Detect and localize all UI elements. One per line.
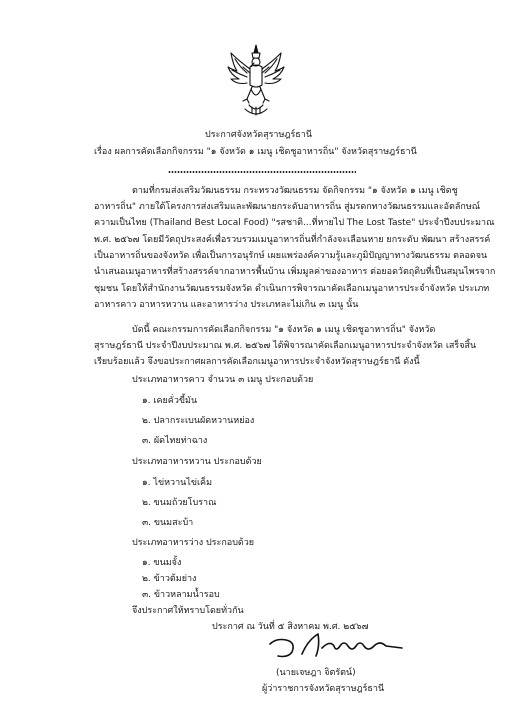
category-heading: ประเภทอาหารหวาน ประกอบด้วย bbox=[132, 457, 262, 467]
menu-item: ๓. ขนมสะบ้า bbox=[142, 518, 194, 528]
paragraph1-line: ชุมชน โดยให้สำนักงานวัฒนธรรมจังหวัด ดำเนินการพิจารณาคัดเลือกเมนูอาหารประจำจังหวัด ประเภท bbox=[94, 284, 490, 294]
signer-name: (นายเจษฎา จิตรัตน์) bbox=[276, 668, 356, 678]
paragraph1-line: ความเป็นไทย (Thailand Best Local Food) "รสชาติ...ที่หายไป The Lost Taste" ประจำปีงบประมาณ bbox=[94, 218, 495, 228]
garuda-emblem-icon bbox=[225, 43, 287, 121]
announcement-date: ประกาศ ณ วันที่ ๕ สิงหาคม พ.ศ. ๒๕๖๗ bbox=[212, 622, 369, 632]
paragraph2-line: สุราษฎร์ธานี ประจำปีงบประมาณ พ.ศ. ๒๕๖๗ ได้พิจารณาคัดเลือกเมนูอาหารประจำจังหวัด เสร็จสิ้น bbox=[94, 341, 477, 351]
paragraph1-line: พ.ศ. ๒๕๖๗ โดยมีวัตถุประสงค์เพื่อรวบรวมเมนูอาหารถิ่นที่กำลังจะเลือนหาย ยกระดับ พัฒนา สร้างสรรค์ bbox=[94, 235, 491, 245]
paragraph1-line: อาหารคาว อาหารหวาน และอาหารว่าง ประเภทละไม่เกิน ๓ เมนู นั้น bbox=[94, 300, 359, 310]
signer-title: ผู้ว่าราชการจังหวัดสุราษฎร์ธานี bbox=[262, 684, 385, 694]
paragraph2-line: บัดนี้ คณะกรรมการคัดเลือกกิจกรรม "๑ จังหวัด ๑ เมนู เชิดชูอาหารถิ่น" จังหวัด bbox=[132, 325, 436, 335]
menu-item: ๑. ขนมจั้ง bbox=[142, 558, 182, 568]
menu-item: ๒. ขนมถ้วยโบราณ bbox=[142, 498, 217, 508]
menu-item: ๓. ข้าวหลามน้ำรอบ bbox=[142, 590, 220, 600]
paragraph2-line: เรียบร้อยแล้ว จึงขอประกาศผลการคัดเลือกเมนูอาหารประจำจังหวัดสุราษฎร์ธานี ดังนี้ bbox=[94, 357, 420, 367]
menu-item: ๒. ข้าวต้มย่าง bbox=[142, 574, 197, 584]
menu-item: ๒. ปลากระเบนผัดหวานหย่อง bbox=[142, 416, 255, 426]
closing-text: จึงประกาศให้ทราบโดยทั่วกัน bbox=[132, 606, 244, 616]
signature-mark bbox=[262, 610, 412, 670]
menu-item: ๓. ผัดไทยท่าฉาง bbox=[142, 436, 208, 446]
paragraph1-line: อาหารถิ่น" ภายใต้โครงการส่งเสริมและพัฒนายกระดับอาหารถิ่น สู่มรดกทางวัฒนธรรมและอัตลักษณ์ bbox=[94, 202, 481, 212]
paragraph1-line: นำเสนอเมนูอาหารที่สร้างสรรค์จากอาหารพื้นบ้าน เพิ่มมูลค่าของอาหาร ต่อยอดวัตถุดิบที่เป็นสมุนไพรจาก bbox=[94, 267, 496, 277]
paragraph1-line: ตามที่กรมส่งเสริมวัฒนธรรม กระทรวงวัฒนธรรม จัดกิจกรรม "๑ จังหวัด ๑ เมนู เชิดชู bbox=[132, 186, 458, 196]
menu-item: ๑. ไข่หวานไข่เค็ม bbox=[142, 478, 213, 488]
paragraph1-line: เป็นอาหารถิ่นของจังหวัด เพื่อเป็นการอนุรักษ์ เผยแพร่องค์ความรู้และภูมิปัญญาทางวัฒนธรรม ตลอดจน bbox=[94, 251, 488, 261]
category-heading: ประเภทอาหารว่าง ประกอบด้วย bbox=[132, 538, 255, 548]
menu-item: ๑. เคยคั่วขี้มัน bbox=[142, 396, 198, 406]
document-subject: เรื่อง ผลการคัดเลือกกิจกรรม "๑ จังหวัด ๑ เมนู เชิดชูอาหารถิ่น" จังหวัดสุราษฎร์ธานี bbox=[94, 147, 417, 157]
document-title: ประกาศจังหวัดสุราษฎร์ธานี bbox=[205, 130, 312, 140]
star-divider bbox=[168, 171, 356, 173]
category-heading: ประเภทอาหารคาว จำนวน ๓ เมนู ประกอบด้วย bbox=[132, 375, 314, 385]
